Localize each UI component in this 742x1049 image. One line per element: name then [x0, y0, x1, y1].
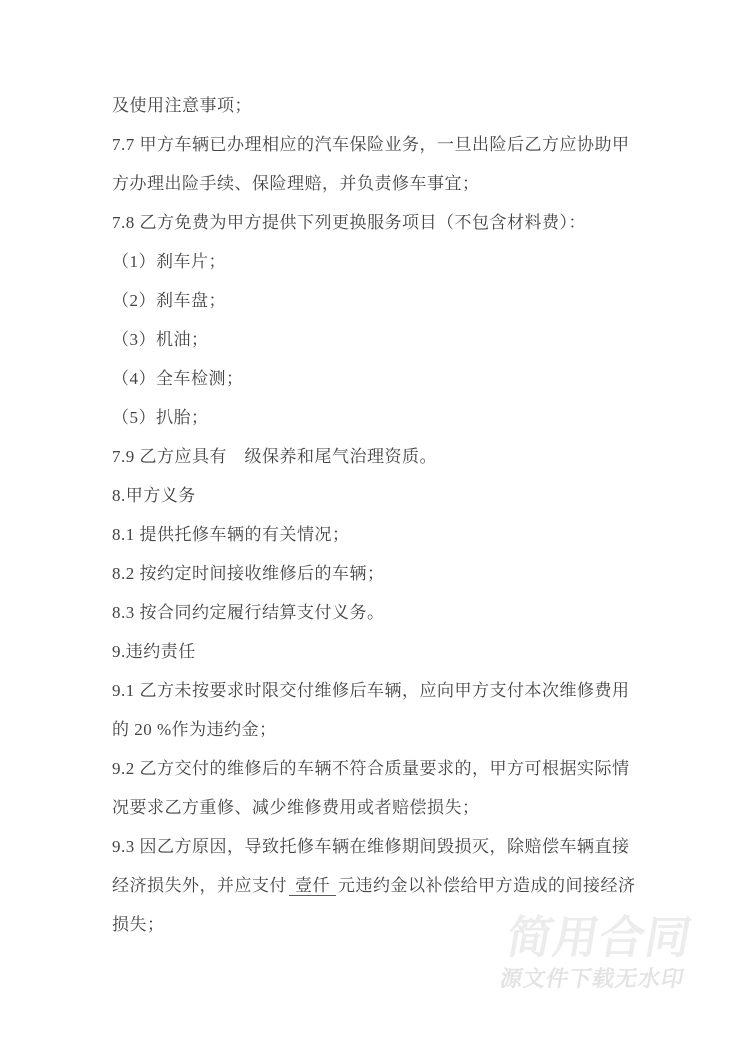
item-brake-discs: （2）刹车盘； [112, 291, 226, 310]
item-full-vehicle-inspection: （4）全车检测； [112, 369, 244, 388]
contract-body [112, 86, 636, 944]
clause-9-3-line-2 [112, 866, 636, 905]
watermark-tagline: 源文件下载无水印 [498, 966, 687, 991]
heading-8-party-a-obligations: 8.甲方义务 [112, 486, 196, 505]
clause-9-3-line-2-post: 元违约金以补偿给甲方造成的间接经济 [338, 876, 636, 895]
heading-9-breach-liability: 9.违约责任 [112, 642, 196, 661]
clause-7-7-line-2: 方办理出险手续、保险理赔，并负责修车事宜； [112, 174, 480, 193]
clause-9-1-line-2: 的 20 %作为违约金； [112, 720, 277, 739]
item-engine-oil: （3）机油； [112, 330, 209, 349]
line-7-6-continuation: 及使用注意事项； [112, 96, 252, 115]
clause-7-8: 7.8 乙方免费为甲方提供下列更换服务项目（不包含材料费）： [112, 213, 586, 232]
clause-9-3-line-1: 9.3 因乙方原因，导致托修车辆在维修期间毁损灭，除赔偿车辆直接 [112, 837, 630, 856]
clause-9-2-line-2: 况要求乙方重修、减少维修费用或者赔偿损失； [112, 798, 480, 817]
clause-9-1-line-1: 9.1 乙方未按要求时限交付维修后车辆，应向甲方支付本次维修费用 [112, 681, 630, 700]
clause-7-9: 7.9 乙方应具有 级保养和尾气治理资质。 [112, 447, 437, 466]
clause-9-3-line-3: 损失； [112, 915, 165, 934]
item-tire-demounting: （5）扒胎； [112, 408, 209, 427]
watermark-logo-text: 简用合同 [503, 912, 697, 963]
clause-8-1: 8.1 提供托修车辆的有关情况； [112, 525, 350, 544]
clause-9-2-line-1: 9.2 乙方交付的维修后的车辆不符合质量要求的，甲方可根据实际情 [112, 759, 630, 778]
clause-9-3-line-2-pre: 经济损失外，并应支付 [112, 876, 287, 895]
penalty-amount-blank: 壹仟 [289, 876, 336, 896]
clause-7-7-line-1: 7.7 甲方车辆已办理相应的汽车保险业务，一旦出险后乙方应协助甲 [112, 135, 630, 154]
clause-8-2: 8.2 按约定时间接收维修后的车辆； [112, 564, 385, 583]
clause-8-3: 8.3 按合同约定履行结算支付义务。 [112, 603, 385, 622]
item-brake-pads: （1）刹车片； [112, 252, 226, 271]
